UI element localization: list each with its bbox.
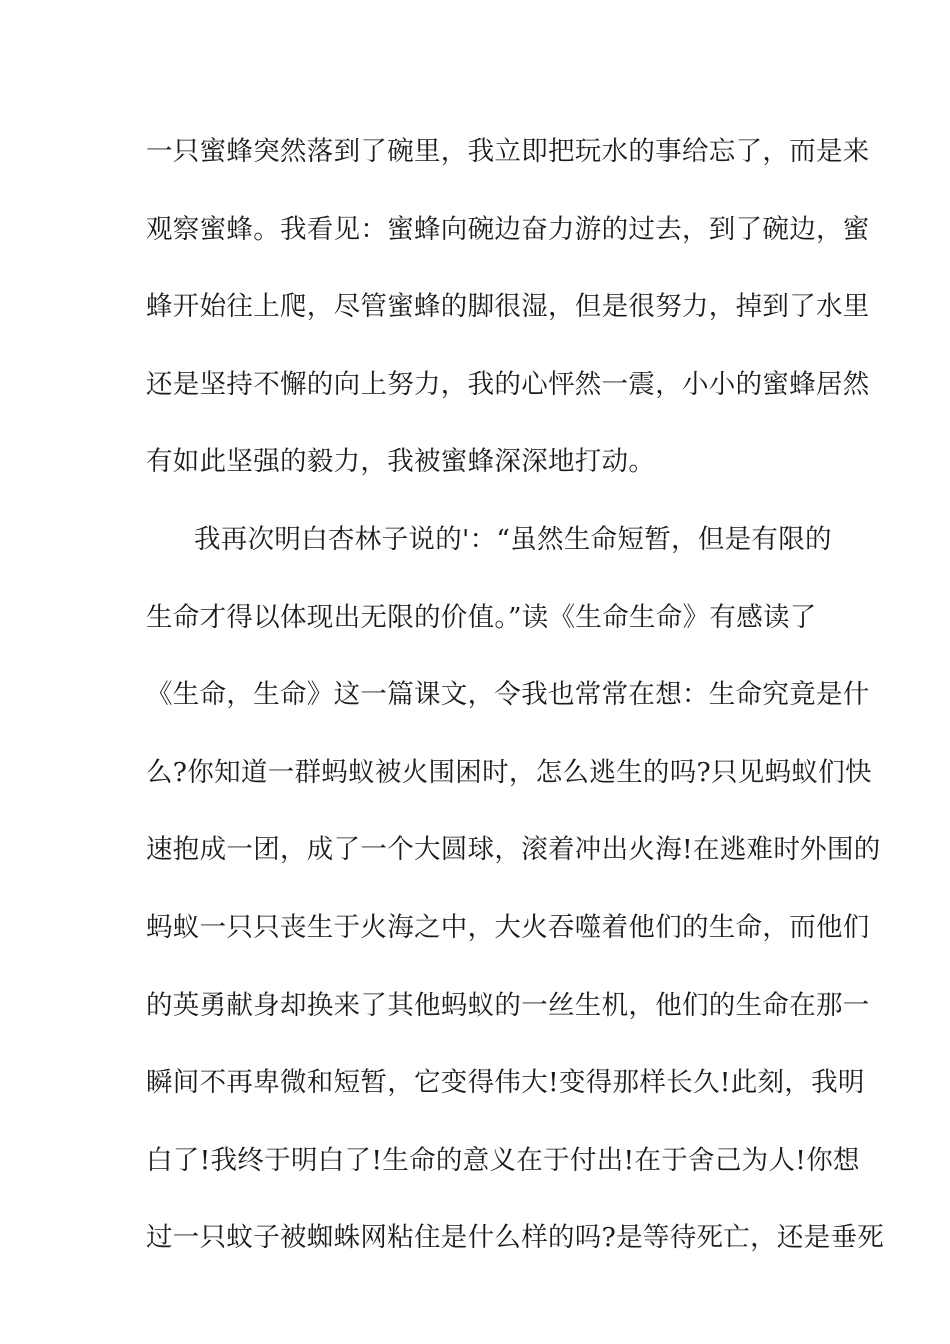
document-body xyxy=(146,127,885,1291)
text-line: 一只蜜蜂突然落到了碗里，我立即把玩水的事给忘了，而是来 xyxy=(146,136,870,167)
text-line: 的英勇献身却换来了其他蚂蚁的一丝生机，他们的生命在那一 xyxy=(146,989,870,1021)
text-line: 蜂开始往上爬，尽管蜜蜂的脚很湿，但是很努力，掉到了水里 xyxy=(146,291,870,323)
text-line: 过一只蚊子被蜘蛛网粘住是什么样的吗?是等待死亡，还是垂死 xyxy=(146,1222,885,1254)
text-line: 还是坚持不懈的向上努力，我的心怦然一震，小小的蜜蜂居然 xyxy=(146,368,870,400)
text-line: 瞬间不再卑微和短暂，它变得伟大!变得那样长久!此刻，我明 xyxy=(146,1067,865,1099)
text-line: 有如此坚强的毅力，我被蜜蜂深深地打动。 xyxy=(146,446,656,478)
text-line: 观察蜜蜂。我看见：蜜蜂向碗边奋力游的过去，到了碗边，蜜 xyxy=(146,213,870,245)
text-line: 蚂蚁一只只丧生于火海之中，大火吞噬着他们的生命，而他们 xyxy=(146,911,870,943)
text-line: 么?你知道一群蚂蚁被火围困时，怎么逃生的吗?只见蚂蚁们快 xyxy=(146,756,872,788)
text-line: 《生命，生命》这一篇课文，令我也常常在想：生命究竟是什 xyxy=(146,679,870,711)
text-line: 生命才得以体现出无限的价值。”读《生命生命》有感读了 xyxy=(146,601,817,633)
text-line: 速抱成一团，成了一个大圆球，滚着冲出火海!在逃难时外围的 xyxy=(146,834,881,866)
paragraph-start-line: 我再次明白杏林子说的'：“虽然生命短暂，但是有限的 xyxy=(194,523,832,555)
text-line: 白了!我终于明白了!生命的意义在于付出!在于舍己为人!你想 xyxy=(146,1144,860,1176)
